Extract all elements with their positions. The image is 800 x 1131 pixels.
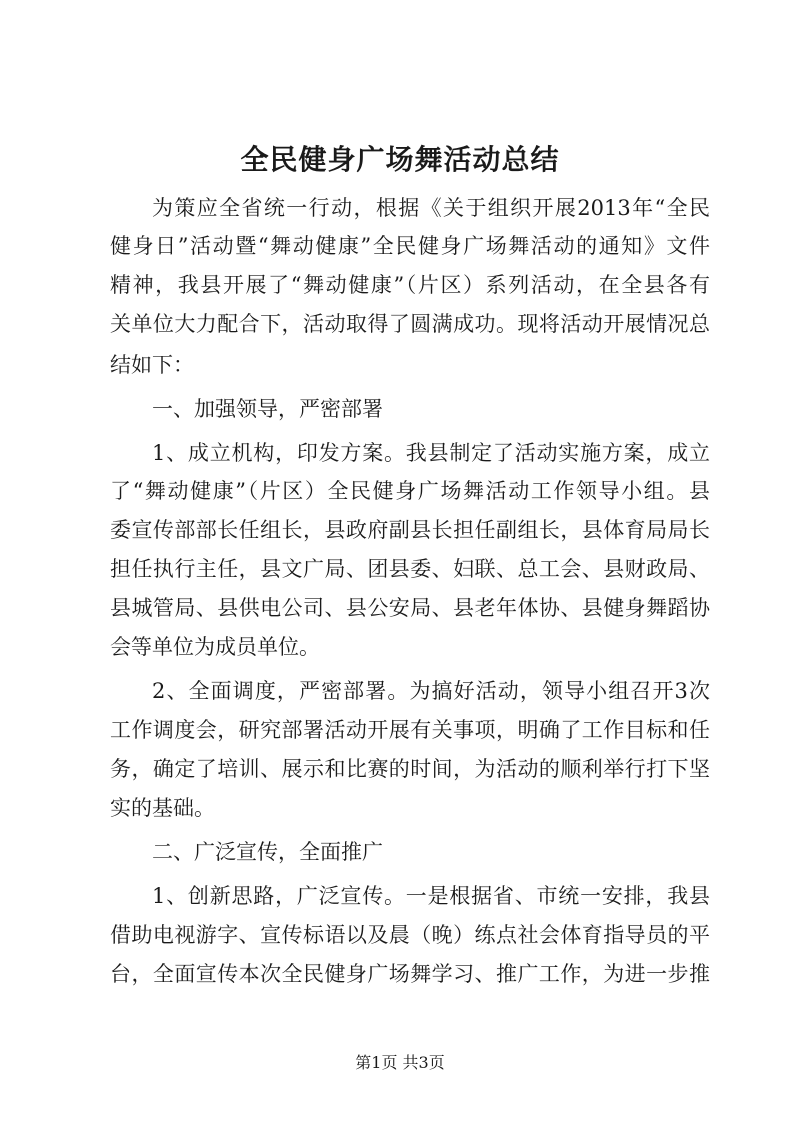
- text-line: 健身日”活动暨“舞动健康”全民健身广场舞活动的通知》文件: [110, 234, 710, 258]
- section-heading: 二、广泛宣传，全面推广: [152, 840, 383, 864]
- text-line: 精神，我县开展了“舞动健康”（片区）系列活动，在全县各有: [110, 273, 710, 297]
- document-title: 全民健身广场舞活动总结: [240, 143, 560, 176]
- text-line: 台，全面宣传本次全民健身广场舞学习、推广工作，为进一步推: [110, 962, 710, 986]
- text-line: 了“舞动健康”（片区）全民健身广场舞活动工作领导小组。县: [110, 479, 710, 503]
- section-heading: 一、加强领导，严密部署: [152, 397, 383, 421]
- text-line: 1、成立机构，印发方案。我县制定了活动实施方案，成立: [152, 441, 710, 465]
- text-line: 务，确定了培训、展示和比赛的时间，为活动的顺利举行打下坚: [110, 757, 710, 781]
- text-line: 县城管局、县供电公司、县公安局、县老年体协、县健身舞蹈协: [110, 596, 710, 620]
- text-line: 为策应全省统一行动，根据《关于组织开展2013年“全民: [152, 196, 710, 220]
- page-number: 第1页 共3页: [355, 1053, 445, 1072]
- text-line: 工作调度会，研究部署活动开展有关事项，明确了工作目标和任: [110, 718, 710, 742]
- text-line: 借助电视游字、宣传标语以及晨（晚）练点社会体育指导员的平: [110, 923, 710, 947]
- text-line: 2、全面调度，严密部署。为搞好活动，领导小组召开3次: [152, 679, 710, 703]
- text-line: 1、创新思路，广泛宣传。一是根据省、市统一安排，我县: [152, 884, 710, 908]
- text-line: 担任执行主任，县文广局、团县委、妇联、总工会、县财政局、: [110, 557, 710, 581]
- text-line: 委宣传部部长任组长，县政府副县长担任副组长，县体育局局长: [110, 518, 710, 542]
- text-line: 结如下：: [110, 353, 194, 377]
- text-line: 会等单位为成员单位。: [110, 635, 320, 659]
- text-line: 关单位大力配合下，活动取得了圆满成功。现将活动开展情况总: [110, 312, 710, 336]
- text-line: 实的基础。: [110, 796, 215, 820]
